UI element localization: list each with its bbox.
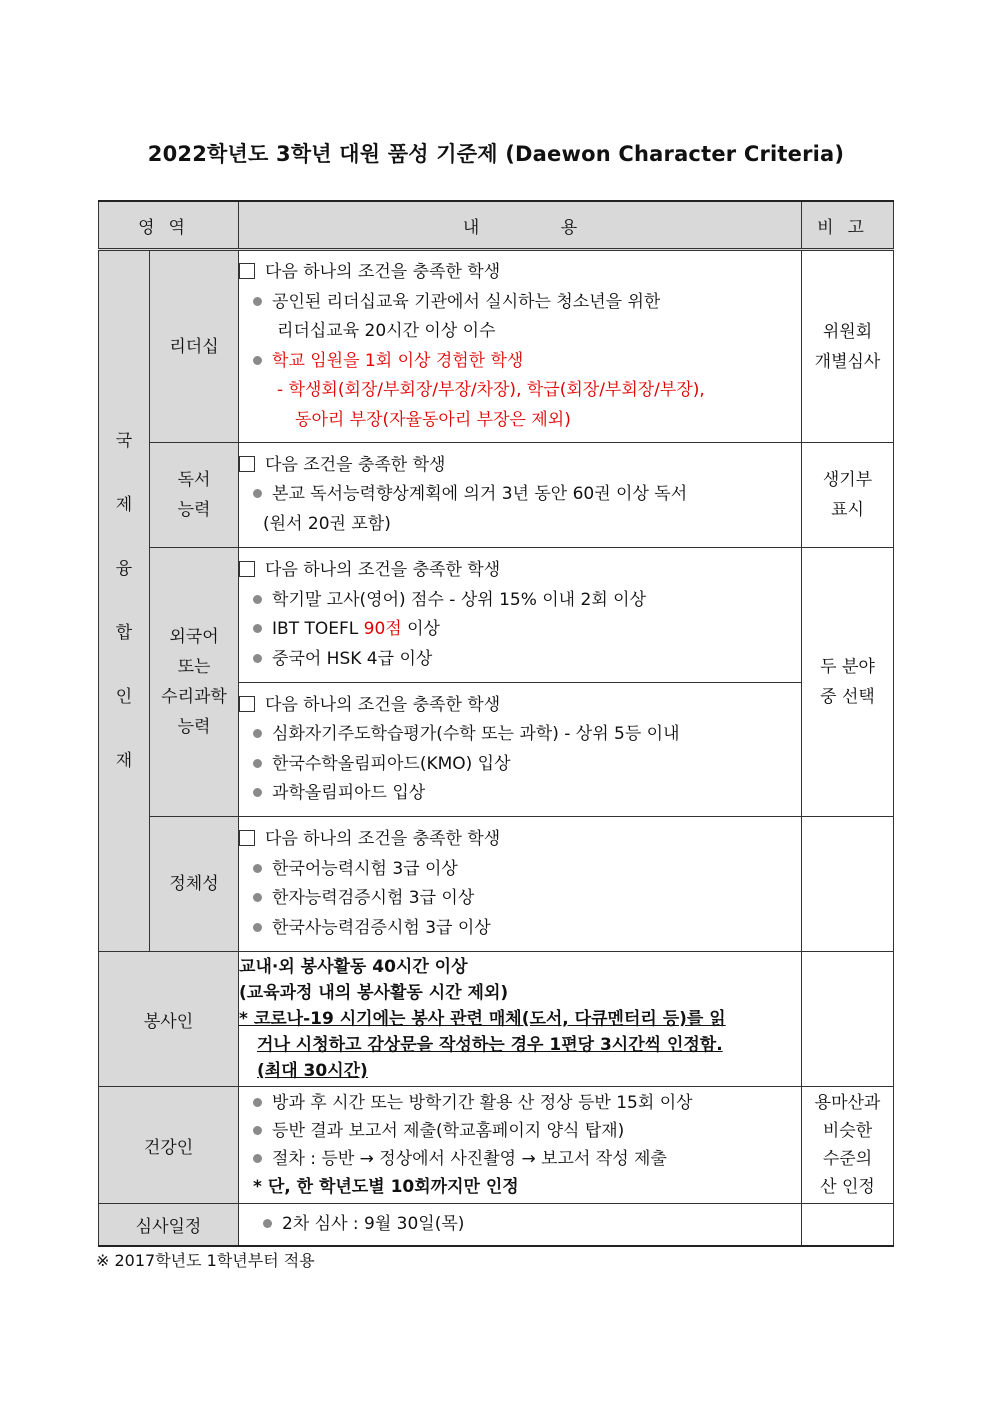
footnote: ※ 2017학년도 1학년부터 적용 xyxy=(96,1251,315,1270)
bullet-icon xyxy=(253,297,262,306)
content-health: 방과 후 시간 또는 방학기간 활용 산 정상 등반 15회 이상 등반 결과 보고서 제출(학교홈페이지 양식 탑재) 절차 : 등반 → 정상에서 사진촬영 → 보고서 작성 제출 * 단, 한 학년도별 10회까지만 인정 xyxy=(239,1087,802,1204)
bullet-icon xyxy=(253,864,262,873)
bullet-icon xyxy=(253,729,262,738)
bullet-icon xyxy=(253,923,262,932)
sidebar-char: 합 xyxy=(115,623,133,643)
bullet-icon xyxy=(253,595,262,604)
content-reading: 다음 조건을 충족한 학생 본교 독서능력향상계획에 의거 3년 동안 60권 이상 독서 (원서 20권 포함) xyxy=(239,443,802,548)
content-schedule: 2차 심사 : 9월 30일(목) xyxy=(239,1204,802,1246)
bullet-icon xyxy=(253,654,262,663)
note-foreign-math: 두 분야 중 선택 xyxy=(802,548,894,817)
header-content: 내 용 xyxy=(239,201,802,250)
area-leadership: 리더십 xyxy=(150,250,239,443)
area-reading: 독서 능력 xyxy=(150,443,239,548)
row-identity xyxy=(99,817,894,952)
note-health: 용마산과 비슷한 수준의 산 인정 xyxy=(802,1087,894,1204)
content-leadership: 다음 하나의 조건을 충족한 학생 공인된 리더십교육 기관에서 실시하는 청소년을 위한 리더십교육 20시간 이상 이수 학교 임원을 1회 이상 경험한 학생 - 학생회(회장/부회장/부장/차장), 학급(회장/부회장/부장), 동아리 부장(자율동아리 부장은 제외) xyxy=(239,250,802,443)
area-identity: 정체성 xyxy=(150,817,239,952)
area-schedule: 심사일정 xyxy=(99,1204,239,1246)
table-header-row xyxy=(99,201,894,250)
criteria-table xyxy=(98,200,894,1247)
checkbox-icon xyxy=(239,456,255,472)
sidebar-char: 재 xyxy=(115,751,133,771)
header-area: 영역 xyxy=(99,201,239,250)
checkbox-icon xyxy=(239,696,255,712)
header-note: 비고 xyxy=(802,201,894,250)
bullet-icon xyxy=(253,788,262,797)
checkbox-icon xyxy=(239,263,255,279)
sidebar-global-talent xyxy=(99,250,150,952)
note-reading: 생기부 표시 xyxy=(802,443,894,548)
row-foreign-language xyxy=(99,548,894,683)
sidebar-char: 제 xyxy=(115,495,133,515)
content-foreign-language: 다음 하나의 조건을 충족한 학생 학기말 고사(영어) 점수 - 상위 15% 이내 2회 이상 IBT TOEFL 90점 이상 중국어 HSK 4급 이상 xyxy=(239,548,802,683)
note-service xyxy=(802,952,894,1087)
row-health xyxy=(99,1087,894,1204)
checkbox-icon xyxy=(239,830,255,846)
bullet-icon xyxy=(253,1154,262,1163)
sidebar-char: 융 xyxy=(115,559,133,579)
note-schedule xyxy=(802,1204,894,1246)
bullet-icon xyxy=(253,893,262,902)
note-identity xyxy=(802,817,894,952)
area-health: 건강인 xyxy=(99,1087,239,1204)
row-leadership xyxy=(99,250,894,443)
content-service: 교내·외 봉사활동 40시간 이상 (교육과정 내의 봉사활동 시간 제외) * 코로나-19 시기에는 봉사 관련 매체(도서, 다큐멘터리 등)를 읽 거나 시청하고 감상문을 작성하는 경우 1편당 3시간씩 인정함. (최대 30시간) xyxy=(239,952,802,1087)
area-foreign-math: 외국어 또는 수리과학 능력 xyxy=(150,548,239,817)
bullet-icon xyxy=(253,1126,262,1135)
bullet-icon xyxy=(253,759,262,768)
row-reading xyxy=(99,443,894,548)
checkbox-icon xyxy=(239,561,255,577)
sidebar-char: 국 xyxy=(115,431,133,451)
sidebar-char: 인 xyxy=(115,687,133,707)
content-math-science: 다음 하나의 조건을 충족한 학생 심화자기주도학습평가(수학 또는 과학) - 상위 5등 이내 한국수학올림피아드(KMO) 입상 과학올림피아드 입상 xyxy=(239,683,802,817)
area-service: 봉사인 xyxy=(99,952,239,1087)
bullet-icon xyxy=(263,1219,272,1228)
bullet-icon xyxy=(253,624,262,633)
note-leadership: 위원회 개별심사 xyxy=(802,250,894,443)
row-schedule xyxy=(99,1204,894,1246)
bullet-icon xyxy=(253,1098,262,1107)
row-service xyxy=(99,952,894,1087)
page-title: 2022학년도 3학년 대원 품성 기준제 (Daewon Character Criteria) xyxy=(147,142,845,166)
content-identity: 다음 하나의 조건을 충족한 학생 한국어능력시험 3급 이상 한자능력검증시험 3급 이상 한국사능력검증시험 3급 이상 xyxy=(239,817,802,952)
bullet-icon xyxy=(253,356,262,365)
bullet-icon xyxy=(253,489,262,498)
